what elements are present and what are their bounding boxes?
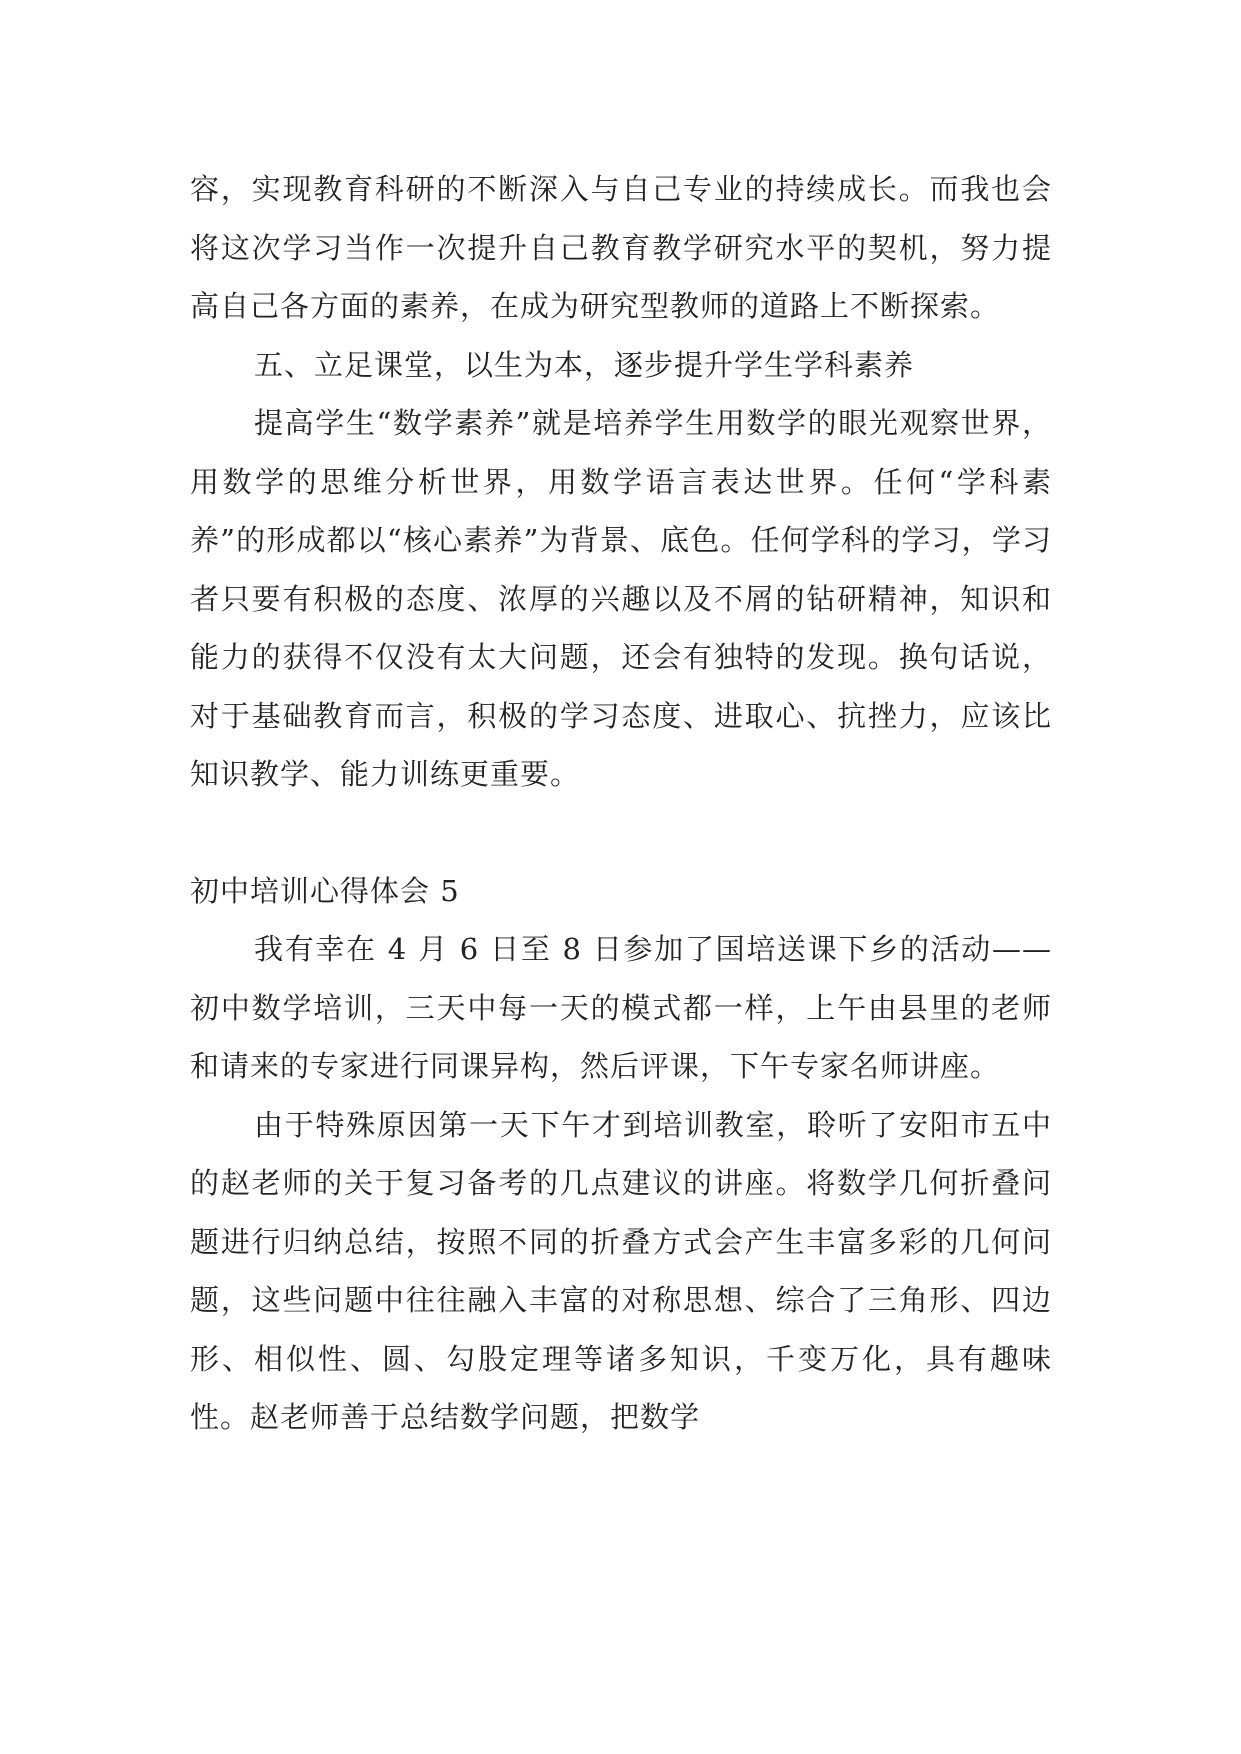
paragraph-lecture: 由于特殊原因第一天下午才到培训教室，聆听了安阳市五中的赵老师的关于复习备考的几点建议的讲座。将数学几何折叠问题进行归纳总结，按照不同的折叠方式会产生丰富多彩的几何问题，这些问题中往往融入丰富的对称思想、综合了三角形、四边形、相似性、圆、勾股定理等诸多知识，千变万化，具有趣味性。赵老师善于总结数学问题，把数学 xyxy=(190,1107,1052,1434)
section-gap xyxy=(190,804,1052,862)
paragraph-math-literacy: 提高学生“数学素养”就是培养学生用数学的眼光观察世界，用数学的思维分析世界，用数学语言表达世界。任何“学科素养”的形成都以“核心素养”为背景、底色。任何学科的学习，学习者只要有积极的态度、浓厚的兴趣以及不屑的钻研精神，知识和能力的获得不仅没有太大问题，还会有独特的发现。换句话说，对于基础教育而言，积极的学习态度、进取心、抗挫力，应该比知识教学、能力训练更重要。 xyxy=(190,406,1052,791)
paragraph-training-intro: 我有幸在 4 月 6 日至 8 日参加了国培送课下乡的活动——初中数学培训，三天中每一天的模式都一样，上午由县里的老师和请来的专家进行同课异构，然后评课，下午专家名师讲座。 xyxy=(190,932,1052,1083)
subheading-five: 五、立足课堂，以生为本，逐步提升学生学科素养 xyxy=(254,347,915,382)
document-body xyxy=(190,160,1052,1447)
section-title: 初中培训心得体会 5 xyxy=(190,873,460,908)
paragraph-continuation: 容，实现教育科研的不断深入与自己专业的持续成长。而我也会将这次学习当作一次提升自己教育教学研究水平的契机，努力提高自己各方面的素养，在成为研究型教师的道路上不断探索。 xyxy=(190,172,1052,323)
